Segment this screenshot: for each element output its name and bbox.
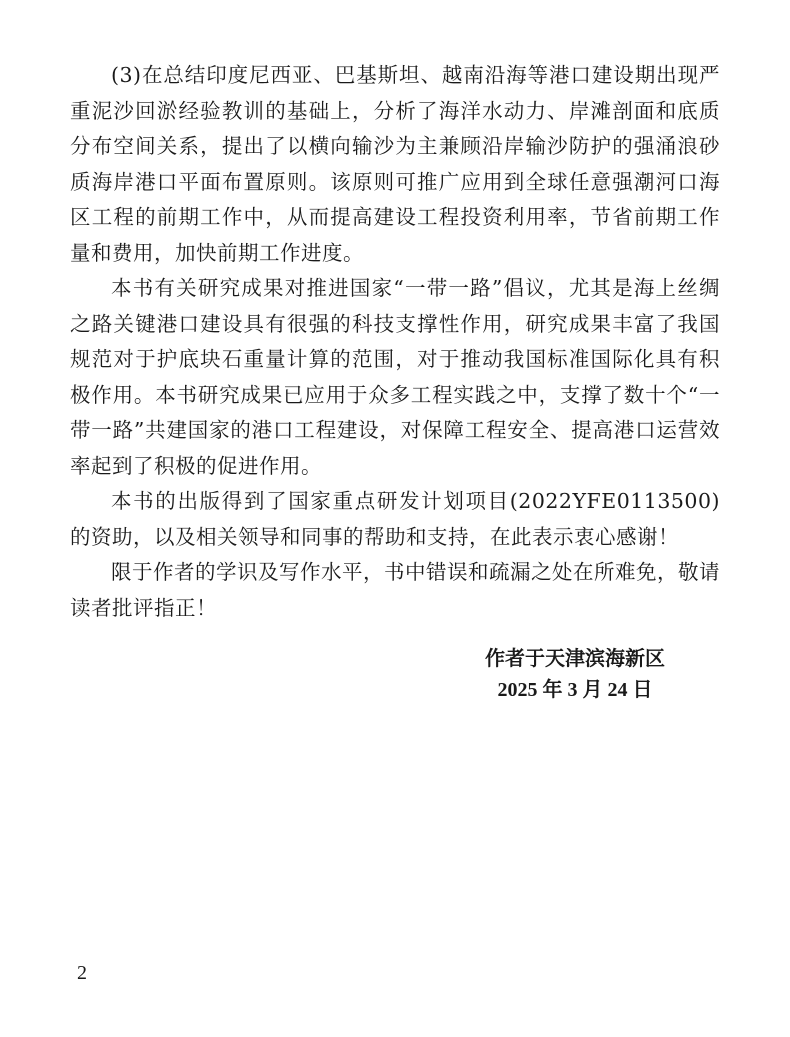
author-location: 作者于天津滨海新区 — [485, 646, 665, 670]
paragraph-disclaimer: 限于作者的学识及写作水平，书中错误和疏漏之处在所难免，敬请读者批评指正！ — [70, 560, 720, 620]
signature-date: 2025 年 3 月 24 日 — [497, 679, 653, 701]
paragraph-principle: (3)在总结印度尼西亚、巴基斯坦、越南沿海等港口建设期出现严重泥沙回淤经验教训的基础上，分析了海洋水动力、岸滩剖面和底质分布空间关系，提出了以横向输沙为主兼顾沿岸输沙防护的强涌浪砂质海岸港口平面布置原则。该原则可推广应用到全球任意强潮河口海区工程的前期工作中，从而提高建设工程投资利用率，节省前期工作量和费用，加快前期工作进度。 — [70, 63, 720, 265]
document-body — [70, 58, 720, 626]
signature-block — [470, 642, 680, 706]
paragraph-acknowledgement: 本书的出版得到了国家重点研发计划项目(2022YFE0113500)的资助，以及相关领导和同事的帮助和支持，在此表示衷心感谢！ — [70, 489, 720, 549]
page-number: 2 — [77, 962, 87, 984]
paragraph-belt-and-road: 本书有关研究成果对推进国家“一带一路”倡议，尤其是海上丝绸之路关键港口建设具有很强的科技支撑性作用，研究成果丰富了我国规范对于护底块石重量计算的范围，对于推动我国标准国际化具有积极作用。本书研究成果已应用于众多工程实践之中，支撑了数十个“一带一路”共建国家的港口工程建设，对保障工程安全、提高港口运营效率起到了积极的促进作用。 — [70, 276, 720, 478]
